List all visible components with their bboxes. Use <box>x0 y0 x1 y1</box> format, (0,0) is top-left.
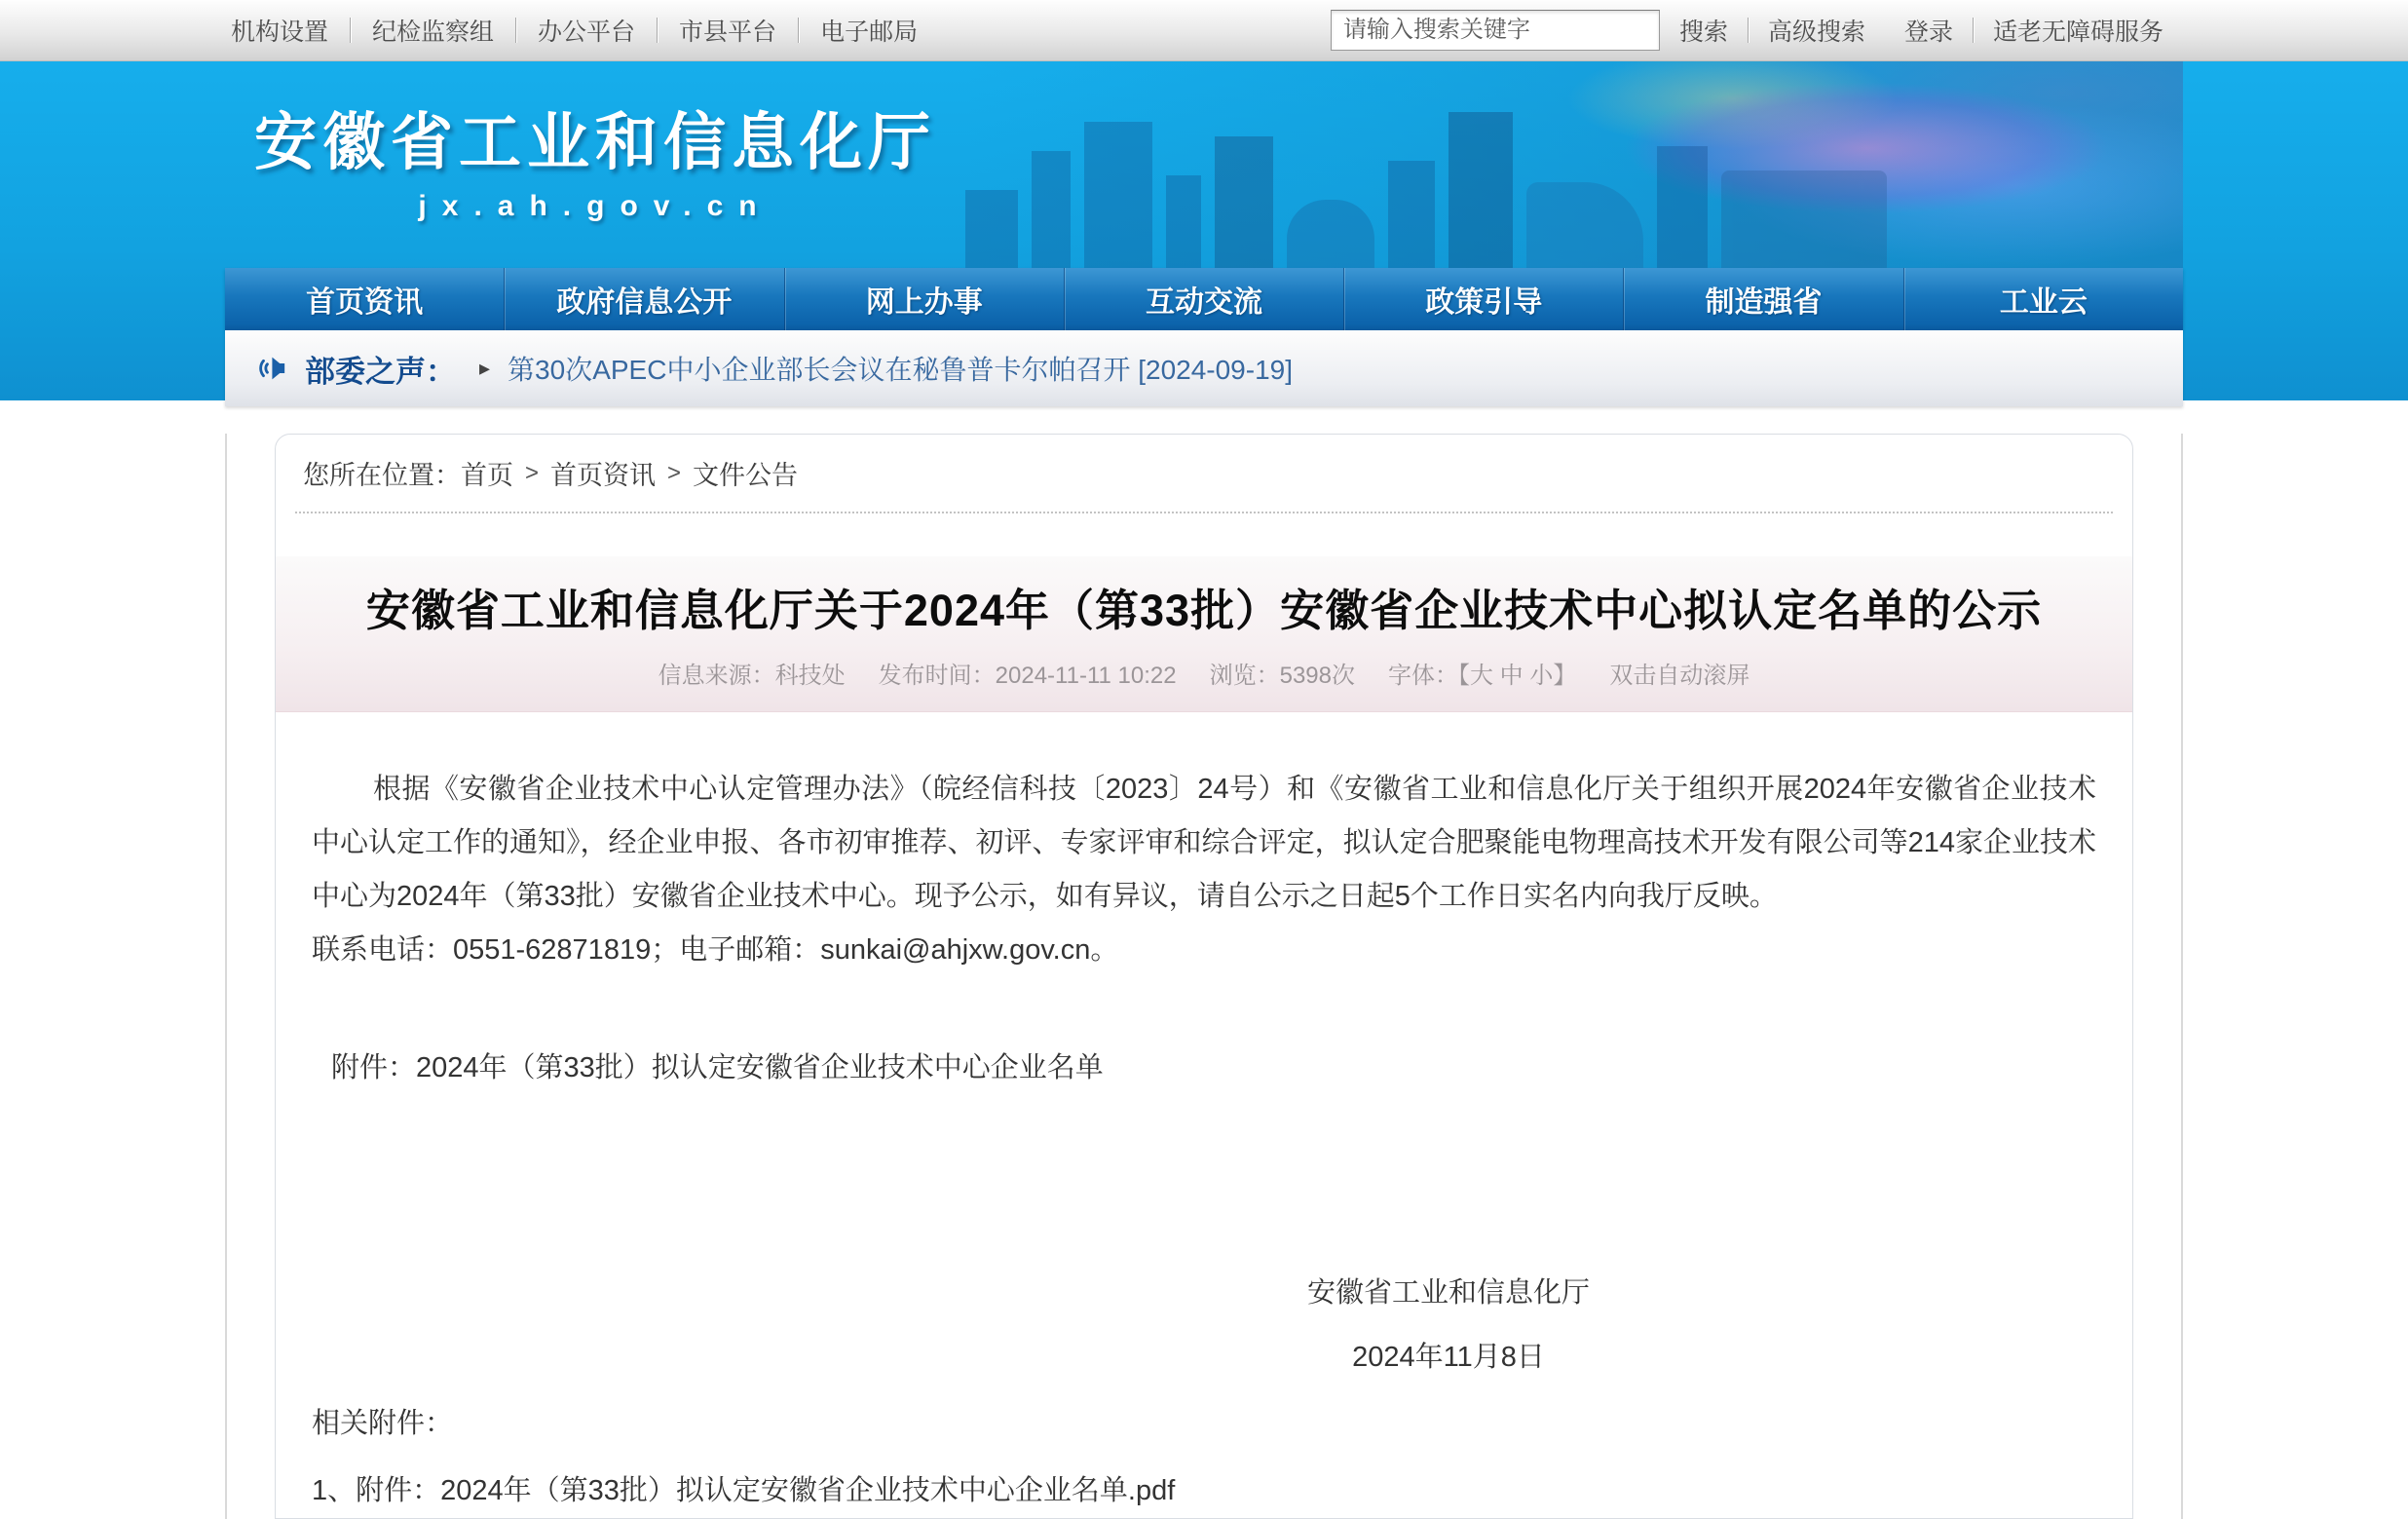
login-link[interactable]: 登录 <box>1903 19 1953 46</box>
nav-item-interaction[interactable]: 互动交流 <box>1065 268 1344 330</box>
advanced-search-link[interactable]: 高级搜索 <box>1767 19 1865 46</box>
topbar-link-org-setup[interactable]: 机构设置 <box>231 19 329 46</box>
breadcrumb-separator: > <box>667 459 682 486</box>
breadcrumb-link-home-news[interactable]: 首页资讯 <box>550 461 657 490</box>
breadcrumb-link-home[interactable]: 首页 <box>461 461 513 490</box>
topbar-link-city-platform[interactable]: 市县平台 <box>679 19 777 46</box>
nav-item-policy[interactable]: 政策引导 <box>1344 268 1624 330</box>
topbar-link-email[interactable]: 电子邮局 <box>820 19 919 46</box>
search-button[interactable]: 搜索 <box>1678 19 1728 46</box>
related-attachments-label: 相关附件： <box>312 1408 454 1439</box>
topbar-links <box>225 13 939 48</box>
signature-org: 安徽省工业和信息化厅 <box>1306 1277 1590 1309</box>
article-meta <box>315 656 2093 690</box>
site-logo[interactable] <box>254 93 936 223</box>
banner-cityscape-image <box>965 61 2183 268</box>
font-label: 字体： <box>1387 663 1458 689</box>
site-banner <box>225 61 2183 268</box>
breadcrumb-separator: > <box>525 459 540 486</box>
nav-item-home-news[interactable]: 首页资讯 <box>225 268 505 330</box>
signature-block <box>1156 1269 1741 1382</box>
article-title: 安徽省工业和信息化厅关于2024年（第33批）安徽省企业技术中心拟认定名单的公示 <box>365 586 2043 635</box>
article-title-band <box>276 556 2132 712</box>
meta-view-count: 浏览：5398次 <box>1209 663 1355 689</box>
dotted-divider <box>295 512 2113 513</box>
attachment-line: 附件：2024年（第33批）拟认定安徽省企业技术中心企业名单 <box>331 1052 1104 1083</box>
news-ticker <box>225 330 2183 406</box>
meta-font-label <box>1388 656 1576 690</box>
contact-line: 联系电话：0551-62871819；电子邮箱：sunkai@ahjxw.gov.cn。 <box>312 934 1119 966</box>
meta-source: 信息来源：科技处 <box>658 663 846 689</box>
accessibility-link[interactable]: 适老无障碍服务 <box>1992 19 2163 46</box>
breadcrumb-label: 您所在位置： <box>303 461 461 490</box>
top-utility-bar <box>0 0 2408 61</box>
nav-item-online-services[interactable]: 网上办事 <box>785 268 1065 330</box>
meta-publish-time: 发布时间：2024-11-11 10:22 <box>878 663 1177 689</box>
article-box <box>275 434 2133 1519</box>
signature-date: 2024年11月8日 <box>1352 1342 1545 1373</box>
header-band <box>0 61 2408 400</box>
ticker-section-label: 部委之声： <box>305 354 456 389</box>
topbar-link-discipline[interactable]: 纪检监察组 <box>372 19 495 46</box>
font-size-controls[interactable]: 【大 中 小】 <box>1457 663 1577 689</box>
breadcrumb-link-notices[interactable]: 文件公告 <box>693 461 799 490</box>
breadcrumb <box>276 435 2132 508</box>
nav-item-gov-info[interactable]: 政府信息公开 <box>505 268 784 330</box>
article-body <box>276 712 2132 1518</box>
speaker-icon <box>254 352 287 385</box>
nav-item-industry-cloud[interactable]: 工业云 <box>1999 286 2088 319</box>
banner-buildings <box>965 102 2183 268</box>
related-file-link[interactable]: 1、附件：2024年（第33批）拟认定安徽省企业技术中心企业名单.pdf <box>312 1475 1176 1506</box>
topbar-link-office-platform[interactable]: 办公平台 <box>538 19 636 46</box>
article-paragraph: 根据《安徽省企业技术中心认定管理办法》（皖经信科技〔2023〕24号）和《安徽省工业和信息化厅关于组织开展2024年安徽省企业技术中心认定工作的通知》，经企业申报、各市初审推荐、初评、专家评审和综合评定，拟认定合肥聚能电物理高技术开发有限公司等214家企业技术中心为2024年（第33批）安徽省企业技术中心。现予公示，如有异议，请自公示之日起5个工作日实名内向我厅反映。 <box>312 774 2096 912</box>
search-input[interactable] <box>1331 10 1660 51</box>
site-name: 安徽省工业和信息化厅 <box>254 107 936 177</box>
topbar-right <box>1331 10 2183 51</box>
nav-item-manufacturing[interactable]: 制造强省 <box>1624 268 1903 330</box>
ticker-news-link[interactable]: 第30次APEC中小企业部长会议在秘鲁普卡尔帕召开 [2024-09-19] <box>508 355 1294 385</box>
main-navigation <box>225 268 2183 330</box>
site-url: jx.ah.gov.cn <box>418 190 772 222</box>
scroll-tip: 双击自动滚屏 <box>1609 663 1750 689</box>
content-column <box>225 434 2183 1519</box>
main-section <box>0 434 2408 1519</box>
ticker-arrow-icon: ▸ <box>479 356 491 380</box>
